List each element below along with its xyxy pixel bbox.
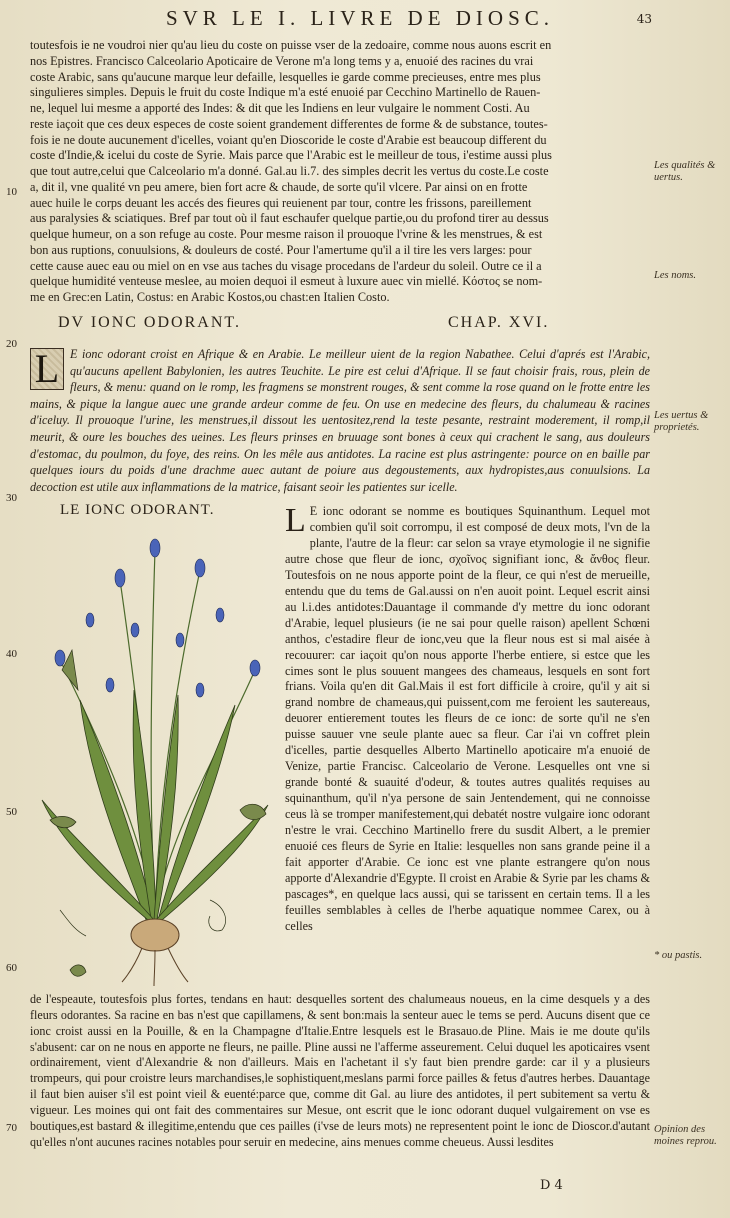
running-head: SVR LE I. LIVRE DE DIOSC. — [165, 6, 555, 30]
text-line: me en Grec:en Latin, Costus: en Arabic Kostos,ou chast:en Italien Costo. — [30, 290, 390, 304]
text-line: coste d'Indie,& icelui du coste de Syrie. Mais parce que l'Arabic est le meilleur de tous, i'estime aussi plus — [30, 148, 552, 163]
figure-caption: LE IONC ODORANT. — [60, 502, 215, 518]
text-line: que tout autre,celui que Calceolario m'a donné. Gal.au li.7. des simples decrit les vertus du coste.Le coste — [30, 164, 549, 178]
text-line: reste iaçoit que ces deux especes de coste soient grandement differentes de forme & de substance, toutes- — [30, 116, 548, 131]
margin-line-number: 10 — [6, 186, 17, 198]
text-line: coste Arabic, sans qu'aucune marque leur defaille, lesquelles ie garde comme precieuses, entre mes plus — [30, 69, 541, 84]
commentary-initial: L — [285, 502, 306, 539]
text-line: ne, lequel lui mesme a apporté des Indes: & dit que les Indiens en leur vulgaire le nomment Costi. Au — [30, 101, 530, 115]
margin-line-number: 70 — [6, 1122, 17, 1134]
text-line: bon aus ruptions, conuulsions, & douleurs de costé. Pour l'amertume qu'il a il tire les vers larges: pour — [30, 242, 532, 257]
text-line: fois ie ne doute aucunement d'icelles, voiant qu'en Dioscoride le coste d'Arabie est beaucoup different du — [30, 132, 547, 147]
folio-number: 43 — [636, 12, 652, 26]
text-line: nos Epistres. Francisco Calceolario Apoticaire de Verone m'a long tems y a, enuoié des racines du vrai — [30, 53, 534, 68]
text-line: toutesfois ie ne voudroi nier qu'au lieu du coste on puisse vser de la zedoaire, comme nous auons escrit en — [30, 38, 552, 52]
decorated-initial: L — [30, 348, 64, 390]
text-line: singulieres simples. Depuis le fruit du coste Indique m'a esté enuoié par Cecchino Martinello de Rauen- — [30, 85, 541, 100]
margin-line-number: 20 — [6, 338, 17, 350]
text-line: auec huile le corps deuant les accés des fieures qui reuienent par tour, contre les frissons, pareillement — [30, 195, 532, 210]
margin-note: Les uertus & proprietés. — [654, 410, 709, 433]
chapter-heading — [58, 314, 638, 334]
margin-line-number: 50 — [6, 806, 17, 818]
text-line: a, dit il, vne qualité vn peu amere, bien fort acre & chaude, de sorte qu'il vlcere. Par ainsi on en frotte — [30, 179, 528, 194]
chapter-title: DV IONC ODORANT. — [58, 314, 241, 331]
margin-line-number: 60 — [6, 962, 17, 974]
margin-note: Opinion des moines reprou. — [654, 1124, 717, 1147]
margin-note: Les noms. — [654, 270, 697, 281]
margin-line-number: 30 — [6, 492, 17, 504]
margin-note: Les qualités & uertus. — [654, 160, 716, 183]
margin-note: * ou pastis. — [654, 950, 703, 961]
commentary-text — [285, 504, 650, 935]
chapter-number: CHAP. XVI. — [448, 314, 550, 331]
dioscorides-text — [30, 346, 650, 495]
text-line: aus paralysies & sciatiques. Bref par tout où il faut eschaufer quelque partie,ou du profond tirer au dessus — [30, 211, 549, 226]
margin-line-number: 40 — [6, 648, 17, 660]
text-block-coste — [30, 38, 650, 306]
commentary-paragraph: E ionc odorant se nomme es boutiques Squinanthum. Lequel mot combien qu'il soit corrompu, il est composé de deux mots, l'vn de la plante, l'autre de la fleur: car selon sa vraye etymologie il ne signifie autre chose que fleur de ionc, σχοῖνος signifiant ionc, & ἄνθος fleur. Toutesfois on ne nous apporte point de la fleur, ce qui n'est de merueille, entendu que du tems de Gal.aussi on n'en auoit point. Lequel escrit ainsi au l.i.des antidotes:Dauantage il commande d'y mettre du ionc odorant d'Arabie, lequel plusieurs (ie ne sai pour quelle raison) apellent Schœni anthos, c'estadire fleur de ionc,veu que la fleur nous est si mal aisée à recouurer: car iaçoit qu'on nous apporte l'herbe entiere, si estce que les cimes sont le plus souuent mangees des chameaus, lesquels en sont fort frians. Voila qu'en dit Gal.Mais il est fort difficile à croire, qu'il y ait si grand nombre de chameaus,qui puissent,com me feroient les sautereaus, deuorer entierement toutes les fleurs de ce ionc: de sorte qu'il ne s'en puisse sauuer vne seule plante auec sa fleur. Car i'ai vn coffret plein d'icelles, partie desquelles Alberto Martinello apoticaire m'a enuoié de Venize, partie Francisc. Calceolario de Verone. Lesquelles ont vne si grande bonté & suauité d'odeur, & toutes autres qualités requises au squinanthum, qu'il n'ya persone de sain Jentendement, qui ne connoisse ceus là se tromper manifestement,qui debatét nostre vulgaire ionc odorant n'estre le vrai. Cecchino Martinello frere du susdit Albert, a le premier enuoié ces fleurs de Syrie en Italie: lesquelles non sans grande peine il a fait apporter d'Arabie. Ce ionc est vne plante estrangere qu'on nous apporte d'Alexandrie d'Egypte. Il croist en Arabie & Syrie par les chams & pascages*, en quelque lacs aussi, qui se tarissent en certain tems. Il a les feuilles semblables à celles de l'herbe aquatique nommee Carex, ou à celles — [285, 504, 650, 933]
text-line: quelque humeur, on a son refuge au coste. Pour mesme raison il prouoque l'vrine & les menstrues, & est — [30, 227, 543, 241]
commentary-continued: de l'espeaute, toutesfois plus fortes, tendans en haut: desquelles sortent des chalumeaus noueus, en la cime desquels y a des fleurs odorantes. Sa racine en bas n'est que capillamens, & sent bon:mais la senteur auec le tems se perd. Aucuns disent que ce ionc croist aussi en la Pouille, & en la Champagne d'Italie.Entre lesquels est le Brasauo.de Pline. Mais ie me doute qu'ils s'abusent: car on ne nous en apporte ne fleurs, ne paille. Pline aussi ne l'afferme asseurement. Celui duquel les apoticaires vsent ordinairement, vient d'Alexandrie & non d'ailleurs. Mais en l'achetant il s'y faut bien prendre garde: car il y a plusieurs trompeurs, qui pour croistre leurs marchandises,le sophistiquent,meslans parmi force pailles & fetus d'autres herbes. Dauantage il faut bien auiser s'il est point vieil & euenté:parce que, comme dit Gal. au liure des antidotes, il pert subitement sa vertu & vigueur. Les moines qui ont fait des commentaires sur Mesue, ont escrit que le ionc odorant duquel vulgairement on vse es boutiques,est bastard & illegitime,entendu que ces pailles (i'vse de leurs mots) ne representent point le ionc de Dioscor.d'autant qu'elles n'ont aucunes racines notables pour seruir en medecine, ains menues comme cheueus. Aussi lesdites — [30, 992, 650, 1149]
text-line: quelque humidité venteuse meslee, au moien dequoi il esmeut à luxure auec vin miellé. Κόστος se nom- — [30, 274, 543, 289]
ionc-odorant-illustration — [30, 520, 280, 990]
signature-mark: D 4 — [540, 1178, 563, 1193]
dioscorides-paragraph: E ionc odorant croist en Afrique & en Arabie. Le meilleur uient de la region Nabathee. Celui d'aprés est l'Arabic, qu'aucuns apellent Babylonien, les autres Teuchite. Le pire est celui d'Afrique. Il se faut choisir frais, rous, plein de fleurs, & menu: quand on le romp, les fragmens se monstrent rouges, & sent comme la rose quand on le frotte entre les mains, & pique la langue auec une grande ardeur comme de feu. On use en medecine des fleurs, du chalumeau & racines d'iceluy. Il prouoque l'urine, les menstrues,il dissout les uentositez,rend la teste pesante, restraint moderement, il romp,il meurit, & oure les bouches des ueines. Les fleurs prinses en bruuage sont bones à ceux qui crachent le sang, aus douleurs d'estomac, du poulmon, du foye, des reins. On les mêle aus antidotes. La racine est plus astringente: pource on en baille par quelques iours du poids d'une drachme auec autant de poiure aus degoustements, aux hydropistes,aus conuulsions. La decoction est utile aux inflammations de la matrice, faisant seoir les patientes sur icelle. — [30, 347, 650, 494]
text-line: cette cause auec eau ou miel on en vse aus taches du visage procedans de l'ardeur du soleil. Outre ce il a — [30, 258, 542, 273]
